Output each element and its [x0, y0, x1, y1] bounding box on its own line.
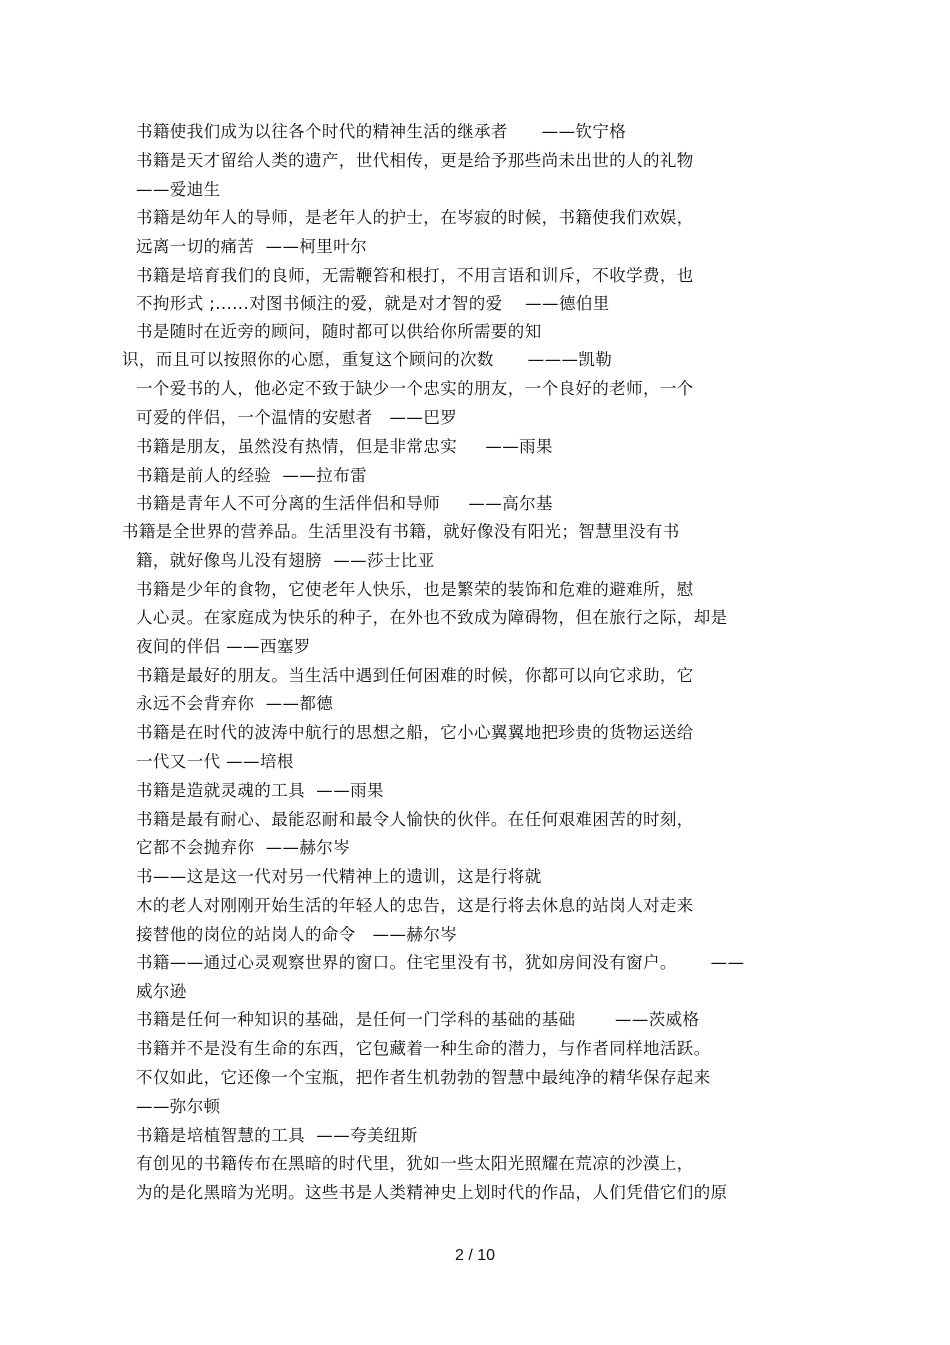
- text-line: 书籍是幼年人的导师，是老年人的护士，在岑寂的时候，书籍使我们欢娱，: [136, 208, 694, 227]
- text-line: 书——这是这一代对另一代精神上的遗训，这是行将就: [136, 867, 542, 886]
- text-line: 书籍是在时代的波涛中航行的思想之船，它小心翼翼地把珍贵的货物运送给: [136, 723, 694, 742]
- text-line: 远离一切的痛苦 ——柯里叶尔: [136, 237, 367, 256]
- text-line: 书籍是天才留给人类的遗产，世代相传，更是给予那些尚未出世的人的礼物: [136, 151, 694, 170]
- text-line: 不拘形式 ;......对图书倾注的爱，就是对才智的爱 ——德伯里: [136, 294, 610, 313]
- text-line: 书籍并不是没有生命的东西，它包藏着一种生命的潜力，与作者同样地活跃。: [136, 1039, 711, 1058]
- text-line: 书籍使我们成为以往各个时代的精神生活的继承者 ——钦宁格: [136, 122, 627, 141]
- text-line: 有创见的书籍传布在黑暗的时代里，犹如一些太阳光照耀在荒凉的沙漠上，: [136, 1154, 694, 1173]
- text-line: 书籍是培植智慧的工具 ——夸美纽斯: [136, 1126, 418, 1145]
- text-line: ——爱迪生: [136, 180, 221, 199]
- text-line: 书籍是任何一种知识的基础，是任何一门学科的基础的基础 ——茨威格: [136, 1010, 700, 1029]
- text-line: 书籍是朋友，虽然没有热情，但是非常忠实 ——雨果: [136, 437, 553, 456]
- text-line: 书籍——通过心灵观察世界的窗口。住宅里没有书，犹如房间没有窗户。 ——: [136, 953, 745, 972]
- page-number: 2 / 10: [454, 1247, 496, 1264]
- text-line: 不仅如此，它还像一个宝瓶，把作者生机勃勃的智慧中最纯净的精华保存起来: [136, 1068, 711, 1087]
- text-line: 书籍是最有耐心、最能忍耐和最令人愉快的伙伴。在任何艰难困苦的时刻，: [136, 810, 694, 829]
- text-line: 书籍是少年的食物，它使老年人快乐，也是繁荣的装饰和危难的避难所，慰: [136, 580, 694, 599]
- text-line: 识，而且可以按照你的心愿，重复这个顾问的次数 ———凯勒: [122, 350, 613, 369]
- text-line: 一个爱书的人，他必定不致于缺少一个忠实的朋友，一个良好的老师，一个: [136, 379, 694, 398]
- text-line: 书籍是全世界的营养品。生活里没有书籍，就好像没有阳光；智慧里没有书: [122, 522, 680, 541]
- text-line: ——弥尔顿: [136, 1097, 221, 1116]
- text-line: 永远不会背弃你 ——都德: [136, 694, 334, 713]
- text-line: 接替他的岗位的站岗人的命令 ——赫尔岑: [136, 925, 458, 944]
- text-line: 书籍是青年人不可分离的生活伴侣和导师 ——高尔基: [136, 494, 553, 513]
- text-line: 木的老人对刚刚开始生活的年轻人的忠告，这是行将去休息的站岗人对走来: [136, 896, 694, 915]
- text-line: 籍，就好像鸟儿没有翅膀 ——莎士比亚: [136, 551, 435, 570]
- text-line: 书籍是造就灵魂的工具 ——雨果: [136, 781, 384, 800]
- text-line: 威尔逊: [136, 982, 187, 1001]
- text-line: 为的是化黑暗为光明。这些书是人类精神史上划时代的作品，人们凭借它们的原: [136, 1183, 728, 1202]
- text-line: 书籍是最好的朋友。当生活中遇到任何困难的时候，你都可以向它求助，它: [136, 666, 694, 685]
- text-line: 一代又一代 ——培根: [136, 752, 294, 771]
- text-line: 书是随时在近旁的顾问，随时都可以供给你所需要的知: [136, 322, 542, 341]
- text-line: 它都不会抛弃你 ——赫尔岑: [136, 838, 351, 857]
- text-line: 书籍是培育我们的良师，无需鞭笞和根打，不用言语和训斥，不收学费，也: [136, 266, 694, 285]
- text-line: 夜间的伴侣 ——西塞罗: [136, 637, 311, 656]
- text-line: 人心灵。在家庭成为快乐的种子，在外也不致成为障碍物，但在旅行之际，却是: [136, 608, 728, 627]
- text-line: 可爱的伴侣，一个温情的安慰者 ——巴罗: [136, 408, 458, 427]
- text-line: 书籍是前人的经验 ——拉布雷: [136, 466, 367, 485]
